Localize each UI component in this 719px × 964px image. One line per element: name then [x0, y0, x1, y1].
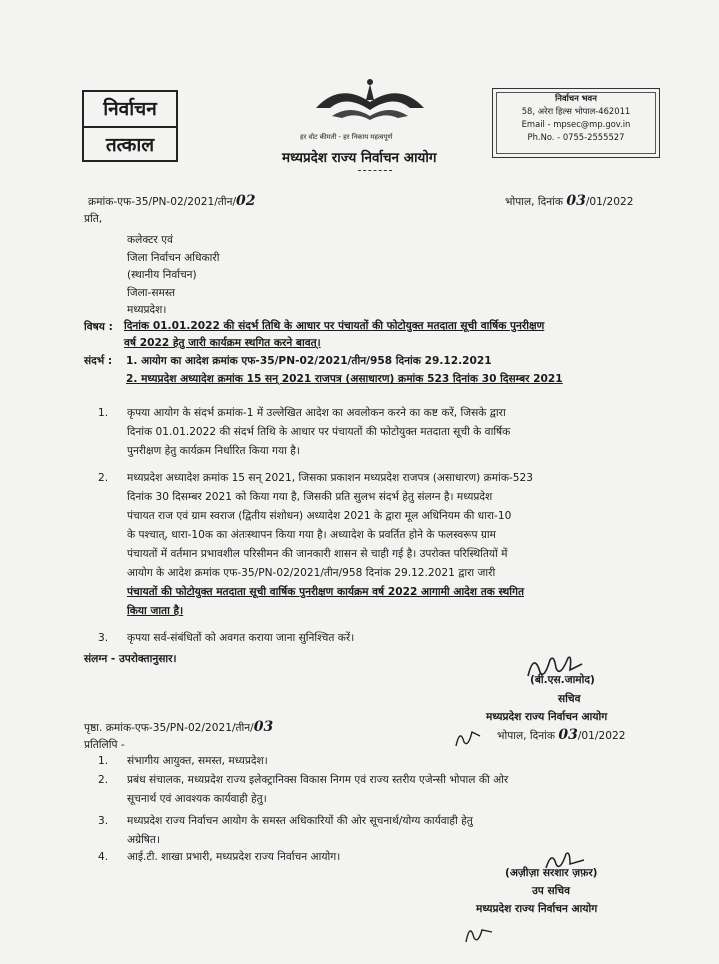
copy-ref-handwritten: 03	[253, 719, 274, 735]
ref-printed: क्रमांक-एफ-35/PN-02/2021/तीन/	[88, 196, 237, 208]
copy-item-4	[127, 848, 340, 867]
commission-name: मध्यप्रदेश राज्य निर्वाचन आयोग	[282, 150, 437, 166]
point-number: 2.	[98, 472, 109, 484]
recipient-line: मध्यप्रदेश।	[127, 304, 167, 316]
copy-item-line: प्रबंध संचालक, मध्यप्रदेश राज्य इलेक्ट्रानिक्स विकास निगम एवं राज्य स्तरीय एजेन्सी भोपाल की ओर	[127, 774, 509, 786]
subject-line: दिनांक 01.01.2022 की संदर्भ तिथि के आधार पर पंचायतों की फोटोयुक्त मतदाता सूची वार्षिक पुनरीक्षण	[124, 320, 545, 332]
reference-item: 1. आयोग का आदेश क्रमांक एफ-35/PN-02/2021/तीन/958 दिनांक 29.12.2021	[126, 355, 492, 367]
point-line: के पश्चात्, धारा-10क का अंतःस्थापन किया गया है। अध्यादेश के प्रवर्तित होने के फलस्वरूप ग्राम	[127, 529, 496, 541]
copy-item-line: संभागीय आयुक्त, समस्त, मध्यप्रदेश।	[127, 755, 268, 767]
enclosure-note: संलग्न - उपरोक्तानुसार।	[84, 653, 177, 665]
secretary-office: मध्यप्रदेश राज्य निर्वाचन आयोग	[486, 711, 608, 723]
address-box	[492, 88, 660, 158]
copy-item-1	[127, 752, 268, 771]
point-line: कृपया सर्व-संबंधितों को अवगत कराया जाना सुनिश्चित करें।	[127, 632, 355, 644]
deputy-secretary-name: (अज़ीज़ा सरशार ज़फ़र)	[505, 867, 598, 879]
point-bold-line: किया जाता है।	[127, 605, 184, 617]
copy-item-number: 3.	[98, 815, 109, 827]
date-label: भोपाल, दिनांक	[497, 730, 555, 742]
reference-number	[88, 193, 256, 209]
date-label: भोपाल, दिनांक	[505, 196, 563, 208]
subject-text	[124, 318, 544, 352]
copy-item-line: मध्यप्रदेश राज्य निर्वाचन आयोग के समस्त अधिकारियों की ओर सूचनार्थ/योग्य कार्यवाही हेतु	[127, 815, 473, 827]
copy-reference-number	[84, 719, 273, 735]
recipient-line: (स्थानीय निर्वाचन)	[127, 269, 197, 281]
letter-date	[505, 193, 633, 209]
address-building: निर्वाचन भवन	[555, 93, 597, 103]
date-handwritten: 03	[558, 727, 578, 743]
recipient-line: कलेक्टर एवं	[127, 234, 173, 246]
point-line: दिनांक 01.01.2022 की संदर्भ तिथि के आधार पर पंचायतों की फोटोयुक्त मतदाता सूची के वार्षिक	[127, 426, 511, 438]
copy-ref-printed: पृष्ठा. क्रमांक-एफ-35/PN-02/2021/तीन/	[84, 722, 254, 734]
header-divider	[358, 170, 392, 171]
copy-item-number: 4.	[98, 851, 109, 863]
point-line: आयोग के आदेश क्रमांक एफ-35/PN-02/2021/तीन/958 दिनांक 29.12.2021 द्वारा जारी	[127, 567, 496, 579]
initials-mark-icon	[452, 724, 486, 750]
copy-item-line: आई.टी. शाखा प्रभारी, मध्यप्रदेश राज्य निर्वाचन आयोग।	[127, 851, 341, 863]
copy-item-number: 1.	[98, 755, 109, 767]
point-bold-line: पंचायतों की फोटोयुक्त मतदाता सूची वार्षिक पुनरीक्षण कार्यक्रम वर्ष 2022 आगामी आदेश तक स्थगित	[127, 586, 524, 598]
secretary-date	[497, 727, 625, 743]
point-line: पंचायत राज एवं ग्राम स्वराज (द्वितीय संशोधन) अध्यादेश 2021 के द्वारा मूल अधिनियम की धारा-10	[127, 510, 512, 522]
stamp-line-1: निर्वाचन	[84, 92, 176, 128]
subject-line: वर्ष 2022 हेतु जारी कार्यक्रम स्थगित करने बावत्।	[124, 337, 321, 349]
subject-label: विषय :	[84, 321, 113, 333]
secretary-name: (बी.एस.जामोद)	[530, 674, 595, 686]
date-rest: /01/2022	[585, 196, 634, 208]
copy-label: प्रतिलिपि -	[84, 739, 125, 751]
reference-label: संदर्भ :	[84, 355, 113, 367]
address-street: 58, अरेरा हिल्स भोपाल-462011	[521, 106, 631, 116]
deputy-secretary-office: मध्यप्रदेश राज्य निर्वाचन आयोग	[476, 903, 598, 915]
address-email: Email - mpsec@mp.gov.in	[521, 119, 631, 129]
point-line: दिनांक 30 दिसम्बर 2021 को किया गया है, जिसकी प्रति सुलभ संदर्भ हेतु संलग्न है। मध्यप्रदेश	[127, 491, 493, 503]
copy-item-number: 2.	[98, 774, 109, 786]
urgent-stamp-box	[82, 90, 178, 162]
reference-item: 2. मध्यप्रदेश अध्यादेश क्रमांक 15 सन् 2021 राजपत्र (असाधारण) क्रमांक 523 दिनांक 30 दिसम्बर 2021	[126, 373, 563, 385]
copy-item-3	[127, 812, 473, 850]
secretary-designation: सचिव	[558, 693, 581, 705]
date-handwritten: 03	[566, 193, 586, 209]
initials-mark-icon	[462, 920, 496, 946]
recipient-line: जिला-समस्त	[127, 286, 176, 299]
stamp-line-2: तत्काल	[105, 134, 155, 156]
copy-item-2	[127, 771, 508, 809]
copy-item-line: अग्रेषित।	[127, 834, 160, 846]
commission-logo-icon	[310, 78, 430, 133]
point-2-text	[127, 469, 533, 621]
point-number: 3.	[98, 632, 109, 644]
deputy-secretary-designation: उप सचिव	[532, 885, 571, 897]
point-3-text	[127, 629, 354, 648]
point-number: 1.	[98, 407, 109, 419]
date-rest: /01/2022	[577, 730, 626, 742]
point-line: मध्यप्रदेश अध्यादेश क्रमांक 15 सन् 2021, जिसका प्रकाशन मध्यप्रदेश राजपत्र (असाधारण) क्रमांक-523	[127, 472, 534, 484]
address-phone: Ph.No. - 0755-2555527	[527, 132, 625, 142]
point-1-text	[127, 404, 510, 461]
copy-item-line: सूचनार्थ एवं आवश्यक कार्यवाही हेतु।	[127, 793, 267, 805]
recipient-block	[127, 232, 219, 320]
to-label: प्रति,	[84, 213, 103, 225]
header-tagline: हर वोट कीमती - हर निकाय महत्वपूर्ण	[300, 133, 393, 141]
references-list	[126, 352, 563, 388]
point-line: पुनरीक्षण हेतु कार्यक्रम निर्धारित किया गया है।	[127, 445, 300, 457]
recipient-line: जिला निर्वाचन अधिकारी	[127, 251, 220, 264]
point-line: कृपया आयोग के संदर्भ क्रमांक-1 में उल्लेखित आदेश का अवलोकन करने का कष्ट करें, जिसके द्वारा	[127, 407, 506, 419]
ref-handwritten: 02	[236, 193, 256, 209]
point-line: पंचायतों में वर्तमान प्रभावशील परिसीमन की जानकारी शासन से चाही गई है। उपरोक्त परिस्थितियों में	[127, 548, 508, 560]
